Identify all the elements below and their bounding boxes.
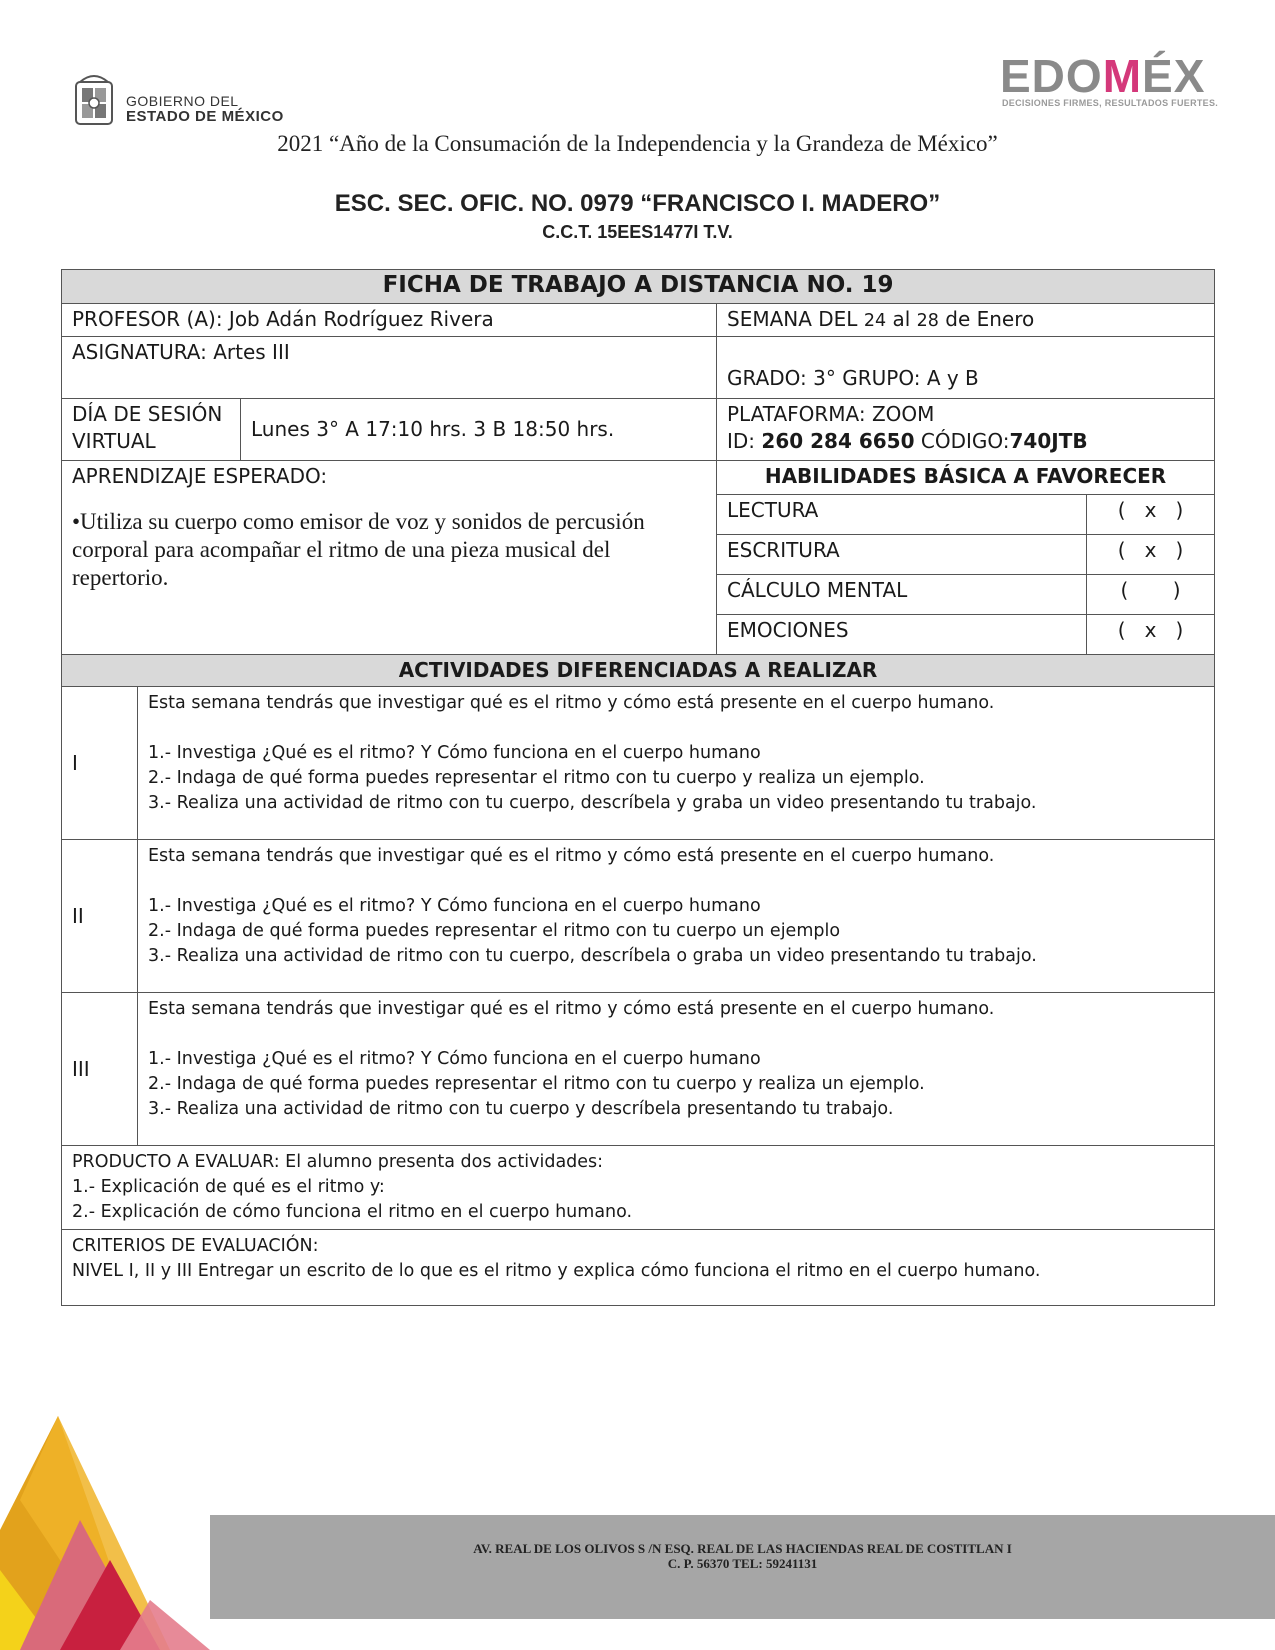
nivel-activities: [138, 840, 1215, 993]
semana-pre: SEMANA DEL: [727, 307, 864, 331]
zoom-codigo: 740JTB: [1009, 429, 1088, 453]
codigo-label: CÓDIGO:: [914, 429, 1010, 453]
producto-item: 1.- Explicación de qué es el ritmo y:: [72, 1177, 385, 1197]
nivel-step: 2.- Indaga de qué forma puedes representar el ritmo con tu cuerpo y realiza un ejemplo.: [148, 1074, 925, 1094]
zoom-credentials: [727, 428, 1204, 455]
edomex-tagline: DECISIONES FIRMES, RESULTADOS FUERTES.: [1002, 98, 1219, 108]
nivel-intro: Esta semana tendrás que investigar qué es el ritmo y cómo está presente en el cuerpo humano.: [148, 846, 995, 866]
criterios-text: NIVEL I, II y III Entregar un escrito de lo que es el ritmo y explica cómo funciona el ritmo en el cuerpo humano.: [72, 1261, 1041, 1281]
footer-bar: [210, 1515, 1275, 1619]
aprendizaje-text: •Utiliza su cuerpo como emisor de voz y sonidos de percusión corporal para acompañar el ritmo de una pieza musical del repertorio.: [72, 509, 645, 590]
semana-cell: [717, 304, 1215, 337]
footer-cp-tel: C. P. 56370 TEL: 59241131: [667, 1556, 818, 1571]
criterios-cell: [62, 1230, 1215, 1306]
nivel-activities: [138, 687, 1215, 840]
grado-cell: GRADO: 3° GRUPO: A y B: [717, 337, 1215, 399]
producto-cell: [62, 1146, 1215, 1230]
dia-value-cell: Lunes 3° A 17:10 hrs. 3 B 18:50 hrs.: [241, 399, 717, 461]
edomex-ma: M: [1102, 50, 1143, 102]
plataforma-cell: [717, 399, 1215, 461]
gobierno-logo: [70, 72, 300, 130]
ficha-title: FICHA DE TRABAJO A DISTANCIA NO. 19: [62, 270, 1215, 304]
habilidad-mark: ( ): [1087, 575, 1215, 615]
semana-mid: al: [886, 307, 917, 331]
habilidad-name: EMOCIONES: [717, 615, 1087, 655]
edomex-post: ÉX: [1142, 50, 1206, 102]
gobierno-line1: GOBIERNO DEL: [126, 93, 239, 109]
actividades-title: ACTIVIDADES DIFERENCIADAS A REALIZAR: [62, 655, 1215, 687]
habilidad-mark: ( x ): [1087, 535, 1215, 575]
nivel-intro: Esta semana tendrás que investigar qué es el ritmo y cómo está presente en el cuerpo humano.: [148, 693, 995, 713]
asignatura-cell: ASIGNATURA: Artes III: [62, 337, 717, 399]
profesor-cell: PROFESOR (A): Job Adán Rodríguez Rivera: [62, 304, 717, 337]
school-cct: C.C.T. 15EES1477I T.V.: [542, 222, 733, 242]
nivel-step: 1.- Investiga ¿Qué es el ritmo? Y Cómo funciona en el cuerpo humano: [148, 743, 761, 763]
nivel-step: 3.- Realiza una actividad de ritmo con tu cuerpo y descríbela presentando tu trabajo.: [148, 1099, 894, 1119]
nivel-step: 3.- Realiza una actividad de ritmo con tu cuerpo, descríbela o graba un video presentando tu trabajo.: [148, 946, 1037, 966]
habilidad-name: ESCRITURA: [717, 535, 1087, 575]
habilidad-name: CÁLCULO MENTAL: [717, 575, 1087, 615]
dia-label-cell: DÍA DE SESIÓN VIRTUAL: [62, 399, 241, 461]
habilidad-mark: ( x ): [1087, 495, 1215, 535]
id-label: ID:: [727, 429, 762, 453]
semana-day2: 28: [916, 311, 939, 331]
nivel-step: 1.- Investiga ¿Qué es el ritmo? Y Cómo funciona en el cuerpo humano: [148, 896, 761, 916]
edomex-pre: EDO: [1000, 50, 1103, 102]
semana-post: de Enero: [938, 307, 1035, 331]
nivel-label: II: [62, 840, 138, 993]
nivel-step: 3.- Realiza una actividad de ritmo con tu cuerpo, descríbela y graba un video presentando tu trabajo.: [148, 793, 1037, 813]
habilidad-mark: ( x ): [1087, 615, 1215, 655]
habilidad-name: LECTURA: [717, 495, 1087, 535]
nivel-label: III: [62, 993, 138, 1146]
nivel-activities: [138, 993, 1215, 1146]
school-name: ESC. SEC. OFIC. NO. 0979 “FRANCISCO I. MADERO”: [334, 190, 941, 217]
habilidades-title: HABILIDADES BÁSICA A FAVORECER: [717, 461, 1215, 495]
gobierno-line2: ESTADO DE MÉXICO: [126, 108, 284, 125]
producto-item: 2.- Explicación de cómo funciona el ritmo en el cuerpo humano.: [72, 1202, 633, 1222]
nivel-intro: Esta semana tendrás que investigar qué es el ritmo y cómo está presente en el cuerpo humano.: [148, 999, 995, 1019]
year-slogan: 2021 “Año de la Consumación de la Independencia y la Grandeza de México”: [277, 131, 998, 156]
producto-label: PRODUCTO A EVALUAR: El alumno presenta dos actividades:: [72, 1152, 604, 1172]
criterios-label: CRITERIOS DE EVALUACIÓN:: [72, 1236, 319, 1256]
aprendizaje-cell: [62, 461, 717, 655]
nivel-label: I: [62, 687, 138, 840]
nivel-step: 2.- Indaga de qué forma puedes representar el ritmo con tu cuerpo y realiza un ejemplo.: [148, 768, 925, 788]
ficha-table: [61, 269, 1215, 1306]
aprendizaje-label: APRENDIZAJE ESPERADO:: [72, 464, 328, 488]
estado-seal-icon: [70, 72, 118, 128]
semana-day1: 24: [863, 311, 887, 331]
zoom-id: 260 284 6650: [761, 429, 915, 453]
nivel-step: 2.- Indaga de qué forma puedes representar el ritmo con tu cuerpo un ejemplo: [148, 921, 841, 941]
plataforma-label: PLATAFORMA: ZOOM: [727, 402, 935, 426]
decorative-triangles-icon: [0, 1410, 210, 1650]
nivel-step: 1.- Investiga ¿Qué es el ritmo? Y Cómo funciona en el cuerpo humano: [148, 1049, 761, 1069]
edomex-logo: [1000, 52, 1262, 112]
footer-address: AV. REAL DE LOS OLIVOS S /N ESQ. REAL DE LAS HACIENDAS REAL DE COSTITLAN I: [473, 1541, 1012, 1556]
